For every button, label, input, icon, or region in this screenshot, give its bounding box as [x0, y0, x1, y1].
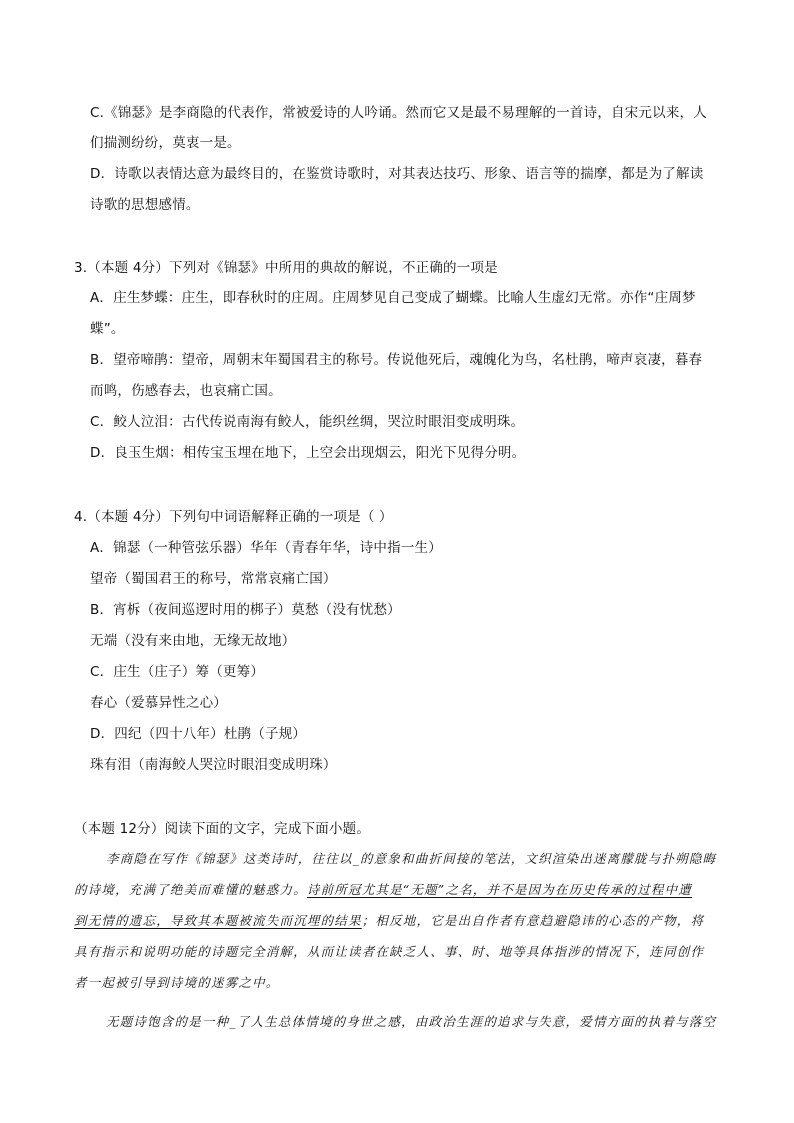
option-b: B．宵柝（夜间巡逻时用的梆子）莫愁（没有忧愁） — [90, 602, 401, 618]
passage-line: 李商隐在写作《锦瑟》这类诗时，往往以_的意象和曲折间接的笔法，文织渲染出迷离朦胧与扑朔隐晦 — [106, 851, 717, 866]
text-line: 们揣测纷纷，莫衷一是。 — [90, 135, 241, 151]
text-line: C.《锦瑟》是李商隐的代表作，常被爱诗的人吟诵。然而它又是最不易理解的一首诗，自宋元以来，人 — [90, 105, 707, 121]
option-d-cont: 珠有泪（南海鲛人哭泣时眼泪变成明珠） — [90, 757, 337, 773]
underlined-sentence: 诗前所冠尤其是“无题”之名，并不是因为在历史传承的过程中遭 — [306, 882, 692, 897]
option-c-cont: 春心（爱慕异性之心） — [90, 695, 227, 711]
passage-line — [74, 911, 704, 931]
passage-line: 具有指示和说明功能的诗题完全消解，从而让读者在缺乏人、事、时、地等具体指涉的情况下，连同创作 — [74, 944, 705, 959]
passage-line: 者一起被引导到诗境的迷雾之中。 — [74, 975, 280, 990]
option-c: C．庄生（庄子）筹（更筹） — [90, 664, 265, 680]
option-c: C．鲛人泣泪：古代传说南海有鲛人，能织丝绸，哭泣时眼泪变成明珠。 — [90, 414, 525, 430]
option-d: D．良玉生烟：相传宝玉埋在地下，上空会出现烟云，阳光下见得分明。 — [90, 445, 526, 461]
passage-text: 的诗境，充满了绝美而难懂的魅惑力。 — [74, 882, 307, 897]
option-b-cont: 而鸣，伤感春去，也哀痛亡国。 — [90, 383, 282, 399]
text-line: 诗歌的思想感情。 — [90, 197, 200, 213]
passage-text: ；相反地，它是出自作者有意趋避隐讳的心态的产物，将 — [361, 913, 705, 928]
passage-line: 无题诗饱含的是一种_了人生总体情境的身世之感，由政治生涯的追求与失意，爱情方面的执着与落空 — [106, 1014, 717, 1029]
option-b-cont: 无端（没有来由地，无缘无故地） — [90, 633, 296, 649]
option-a-cont: 望帝（蜀国君王的称号，常常哀痛亡国） — [90, 571, 337, 587]
option-a-cont: 蝶”。 — [90, 321, 125, 337]
question-stem: 3.（本题 4分）下列对《锦瑟》中所用的典故的解说，不正确的一项是 — [74, 260, 498, 276]
passage-line — [74, 880, 692, 900]
option-b: B．望帝啼鹃：望帝，周朝末年蜀国君主的称号。传说他死后，魂魄化为鸟，名杜鹃，啼声哀凄，暮春 — [90, 352, 703, 368]
question-stem: 4.（本题 4分）下列句中词语解释正确的一项是（ ） — [74, 509, 393, 525]
option-a: A．锦瑟（一种管弦乐器）华年（青春年华，诗中指一生） — [90, 540, 442, 556]
underlined-sentence: 到无情的遗忘，导致其本题被流失而沉埋的结果 — [74, 913, 362, 928]
text-line: D．诗歌以表情达意为最终目的，在鉴赏诗歌时，对其表达技巧、形象、语言等的揣摩，都是为了解读 — [90, 166, 704, 182]
reading-stem: （本题 12分）阅读下面的文字，完成下面小题。 — [74, 821, 371, 837]
option-d: D．四纪（四十八年）杜鹃（子规） — [90, 726, 307, 742]
option-a: A．庄生梦蝶：庄生，即春秋时的庄周。庄周梦见自己变成了蝴蝶。比喻人生虚幻无常。亦作“庄周梦 — [90, 290, 696, 306]
